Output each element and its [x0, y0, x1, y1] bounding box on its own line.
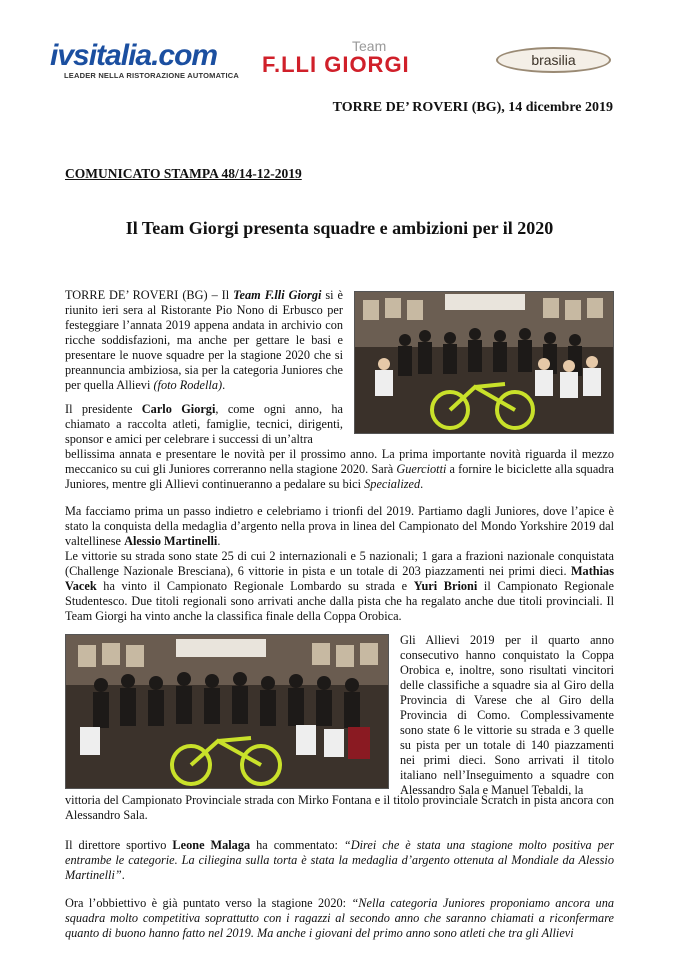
paragraph-allievi-results: Gli Allievi 2019 per il quarto anno consecutivo hanno conquistato la Coppa Orobica e, inoltre, sono risultati vincitori delle classifiche a squadre sia al Giro della Provincia di Varese che al Giro della Provincia di Como. Complessivamente sono state 6 le vittorie su strada e 3 quelle su pista per un totale di 140 piazzamenti nei primi dieci. Sono arrivati il titolo italiano nell’Inseguimento a squadre con Alessandro Sala e Manuel Tebaldi, la — [400, 633, 614, 797]
paragraph-allievi-continued: vittoria del Campionato Provinciale strada con Mirko Fontana e il titolo provinciale Scratch in pista ancora con Alessandro Sala. — [65, 793, 614, 822]
dateline: TORRE DE’ ROVERI (BG), 14 dicembre 2019 — [332, 100, 613, 115]
paragraph-president: Il presidente Carlo Giorgi, come ogni anno, ha chiamato a raccolta atleti, famiglie, tecnici, dirigenti, sponsor e amici per celebrare i successi di un’altra — [65, 402, 343, 446]
team-giorgi-logo: Team F.LLI GIORGI — [262, 38, 410, 77]
paragraph-president-continued: bellissima annata e presentare le novità per il prossimo anno. La prima importante novità riguarda il mezzo meccanico su cui gli Juniores correranno nella stagione 2020. Sarà Guerciotti a fornire le biciclette alla squadra Juniores, mentre gli Allievi continueranno a pedalare su bici Specialized. — [65, 447, 614, 491]
ivs-tagline: LEADER NELLA RISTORAZIONE AUTOMATICA — [64, 71, 239, 80]
headline: Il Team Giorgi presenta squadre e ambizioni per il 2020 — [125, 218, 554, 238]
team-photo-allievi — [65, 634, 389, 789]
press-release-number: COMUNICATO STAMPA 48/14-12-2019 — [65, 166, 302, 181]
ivs-italia-logo: ivsitalia.com LEADER NELLA RISTORAZIONE AUTOMATICA — [50, 39, 239, 80]
team-photo-juniores — [354, 291, 614, 434]
paragraph-2020-outlook: Ora l’obbiettivo è già puntato verso la stagione 2020: “Nella categoria Juniores proponiamo ancora una squadra molto competitiva soprattutto con i ragazzi al secondo anno che saranno chiamati a riconfermare quanto di buono hanno fatto nel 2019. Ma anche i giovani del primo anno sono atleti che tra gli Allievi — [65, 896, 614, 940]
paragraph-director-quote: Il direttore sportivo Leone Malaga ha commentato: “Direi che è stata una stagione molto positiva per entrambe le categorie. La ciliegina sulla torta è stata la medaglia d’argento ottenuta al Mondiale da Alessio Martinelli”. — [65, 838, 615, 882]
paragraph-intro: TORRE DE’ ROVERI (BG) – Il Team F.lli Giorgi si è riunito ieri sera al Ristorante Pio Nono di Erbusco per festeggiare l’annata 2019 appena andata in archivio con ricche soddisfazioni, ma anche per gettare le basi e presentare le nuove squadre per la stagione 2020 che si preannuncia ambiziosa, sia per la categoria Juniores che per quella Allievi (foto Rodella). — [65, 288, 343, 392]
paragraph-juniores-results: Ma facciamo prima un passo indietro e celebriamo i trionfi del 2019. Partiamo dagli Juniores, dove l’apice è stato la conquista della medaglia d’argento nella prova in linea del Campionato del Mondo Yorkshire 2019 dal valtellinese Alessio Martinelli. Le vittorie su strada sono state 25 di cui 2 internazionali e 5 nazionali; 1 gara a frazioni nazionale conquistata (Challenge Nazionale Bresciana), 6 vittorie in pista e un totale di 203 piazzamenti nei primi dieci. Mathias Vacek ha vinto il Campionato Regionale Lombardo su strada e Yuri Brioni il Campionato Regionale Studentesco. Due titoli regionali sono arrivati anche dalla pista che ha regalato anche due titoli provinciali. Il Team Giorgi ha vinto anche la classifica finale della Coppa Orobica. — [65, 504, 614, 623]
brasilia-logo: brasilia — [496, 47, 611, 73]
